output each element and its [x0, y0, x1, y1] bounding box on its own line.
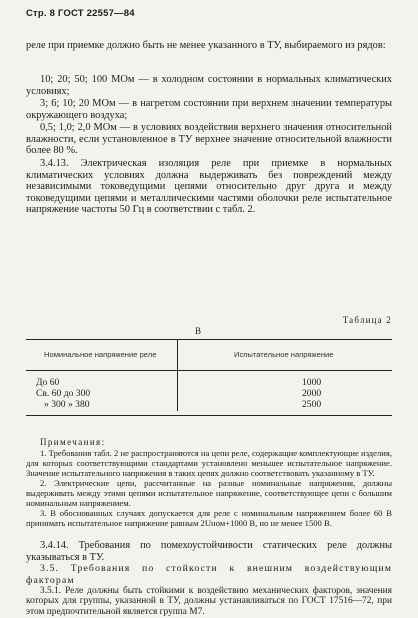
page-header: Стр. 8 ГОСТ 22557—84: [26, 8, 135, 19]
note-1: 1. Требования табл. 2 не распространяются на цепи реле, содержащие комплектующие изделия, для которых соответствующими стандартами установлено меньшее испытательное напряжение. Значение испытательного напряжения в таких цепях должно соответствовать указанному в ТУ.: [26, 448, 392, 478]
table-column-divider: [177, 339, 178, 411]
table-header-rule: [26, 370, 392, 371]
section-3-5-heading: 3.5. Требования по стойкости к внешним воздействующим факторам: [26, 563, 392, 586]
table-row-1-value: 1000: [302, 377, 322, 388]
table-header-test-voltage: Испытательное напряжение: [234, 350, 334, 359]
paragraph-3-5-1: 3.5.1. Реле должны быть стойкими к воздействию механических факторов, значения которых для группы, указанной в ТУ, должны устанавливаться по ГОСТ 17516—72, при этом предпочтительной является группа М7.: [26, 586, 392, 617]
paragraph-continuation: реле при приемке должно быть не менее указанного в ТУ, выбираемого из рядов:: [26, 40, 386, 51]
table-number: Таблица 2: [342, 315, 392, 325]
note-3: 3. В обоснованных случаях допускается для реле с номинальным напряжением более 60 В принимать испытательное напряжение равным 2Uном+1000 В, но не менее 1500 В.: [26, 508, 392, 528]
note-2: 2. Электрические цепи, рассчитанные на разные номинальные напряжения, должны выдерживать между этими цепями испытательное напряжение, соответствующее цепи с большим номинальным напряжением.: [26, 478, 392, 508]
paragraph-hot-resistance: 3; 6; 10; 20 МОм — в нагретом состоянии при верхнем значении температуры окружающего воздуха;: [26, 98, 392, 121]
table-row-3-label: » 300 » 380: [44, 399, 90, 410]
paragraph-humidity-resistance: 0,5; 1,0; 2,0 МОм — в условиях воздействия верхнего значения относительной влажности, если установленное в ТУ верхнее значение относительной влажности более 80 %.: [26, 122, 392, 157]
paragraph-3-4-13: 3.4.13. Электрическая изоляция реле при приемке в нормальных климатических условиях должна выдерживать без повреждений между независимыми токоведущими цепями относительно друг друга и между токоведущими цепями и металлическими частями оболочки реле испытательное напряжение частоты 50 Гц в соответствии с табл. 2.: [26, 158, 392, 216]
table-row-1-label: До 60: [36, 377, 60, 388]
table-unit: В: [195, 326, 202, 336]
table-row-3-value: 2500: [302, 399, 322, 410]
notes-title: Примечания:: [40, 437, 106, 447]
paragraph-3-4-14: 3.4.14. Требования по помехоустойчивости статических реле должны указываться в ТУ.: [26, 540, 392, 563]
table-top-rule: [26, 339, 392, 340]
table-row-2-label: Св. 60 до 300: [36, 388, 91, 399]
table-row-2-value: 2000: [302, 388, 322, 399]
table-bottom-rule: [26, 415, 392, 416]
table-header-nominal-voltage: Номинальное напряжение реле: [44, 350, 157, 359]
paragraph-cold-resistance: 10; 20; 50; 100 МОм — в холодном состоянии в нормальных климатических условиях;: [26, 74, 392, 97]
